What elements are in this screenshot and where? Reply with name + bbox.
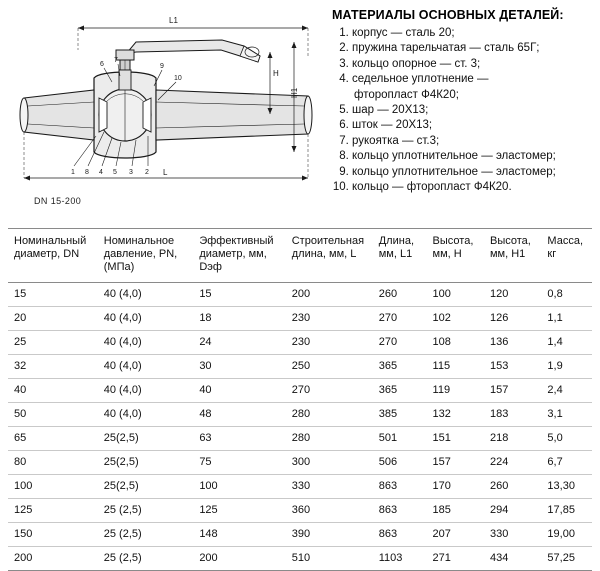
list-item [352,41,592,56]
cell-mass: 19,00 [541,523,592,547]
cell-deff: 48 [193,403,285,427]
cell-deff: 148 [193,523,285,547]
cell-l1: 260 [373,283,427,307]
cell-deff: 125 [193,499,285,523]
cell-dn: 100 [8,475,98,499]
cell-l: 230 [286,307,373,331]
cell-dn: 50 [8,403,98,427]
cell-dn: 25 [8,331,98,355]
cell-mass: 1,9 [541,355,592,379]
cell-l: 250 [286,355,373,379]
spec-table-wrap [8,228,592,571]
cell-dn: 40 [8,379,98,403]
list-item [352,165,592,180]
cell-h: 115 [427,355,484,379]
svg-text:3: 3 [129,169,133,176]
cell-l: 330 [286,475,373,499]
list-item [352,180,592,195]
table-header-row [8,229,592,283]
valve-drawing [8,6,326,218]
cell-mass: 3,1 [541,403,592,427]
svg-text:10: 10 [174,75,182,82]
column-header-pn: Номинальное давление, PN, (МПа) [98,229,194,283]
cell-l: 360 [286,499,373,523]
cell-l: 510 [286,547,373,571]
svg-text:9: 9 [160,63,164,70]
cell-h1: 330 [484,523,541,547]
cell-mass: 0,8 [541,283,592,307]
cell-deff: 75 [193,451,285,475]
table-row [8,499,592,523]
cell-mass: 13,30 [541,475,592,499]
list-item [352,72,592,103]
table-header [8,229,592,283]
spec-table [8,228,592,571]
cell-l1: 501 [373,427,427,451]
cell-dn: 32 [8,355,98,379]
material-text: корпус — сталь 20; [352,27,455,39]
cell-l: 270 [286,379,373,403]
material-text: кольцо — фторопласт Ф4К20. [352,181,512,194]
cell-deff: 63 [193,427,285,451]
table-body [8,283,592,571]
list-item [352,57,592,72]
cell-pn: 40 (4,0) [98,355,194,379]
list-item [352,118,592,133]
cell-deff: 100 [193,475,285,499]
cell-pn: 25 (2,5) [98,499,194,523]
cell-l1: 863 [373,475,427,499]
cell-pn: 40 (4,0) [98,283,194,307]
column-header-dn: Номинальный диаметр, DN [8,229,98,283]
svg-text:5: 5 [113,169,117,176]
cell-l1: 365 [373,379,427,403]
cell-pn: 40 (4,0) [98,403,194,427]
cell-h: 108 [427,331,484,355]
cell-l: 390 [286,523,373,547]
top-section [0,0,600,222]
svg-text:1: 1 [71,169,75,176]
cell-mass: 57,25 [541,547,592,571]
column-header-deff: Эффективный диаметр, мм, Dэф [193,229,285,283]
cell-dn: 65 [8,427,98,451]
materials-section [326,6,592,195]
cell-mass: 5,0 [541,427,592,451]
cell-mass: 1,1 [541,307,592,331]
cell-h: 132 [427,403,484,427]
table-row [8,451,592,475]
table-row [8,307,592,331]
cell-deff: 200 [193,547,285,571]
cell-dn: 20 [8,307,98,331]
cell-h: 151 [427,427,484,451]
cell-h: 157 [427,451,484,475]
cell-h1: 183 [484,403,541,427]
cell-l: 300 [286,451,373,475]
cell-l: 200 [286,283,373,307]
svg-text:L1: L1 [169,16,178,25]
material-text: шток — 20Х13; [352,119,433,132]
cell-h1: 434 [484,547,541,571]
table-row [8,523,592,547]
list-item [352,134,592,149]
cell-h1: 294 [484,499,541,523]
table-row [8,379,592,403]
material-text: рукоятка — ст.3; [352,134,440,147]
drawing-caption: DN 15-200 [34,196,82,206]
cell-l1: 385 [373,403,427,427]
cell-l: 280 [286,427,373,451]
material-text: кольцо уплотнительное — эластомер; [352,150,556,163]
cell-h1: 153 [484,355,541,379]
svg-text:H: H [273,69,279,78]
cell-h: 170 [427,475,484,499]
table-row [8,475,592,499]
cell-mass: 2,4 [541,379,592,403]
material-text: пружина тарельчатая — сталь 65Г; [352,42,540,55]
cell-l1: 365 [373,355,427,379]
svg-text:7: 7 [114,57,118,64]
table-row [8,403,592,427]
cell-deff: 24 [193,331,285,355]
cell-l1: 863 [373,499,427,523]
cell-l: 280 [286,403,373,427]
column-header-length-l: Строительная длина, мм, L [286,229,373,283]
cell-mass: 1,4 [541,331,592,355]
cell-deff: 40 [193,379,285,403]
cell-l: 230 [286,331,373,355]
cell-h1: 157 [484,379,541,403]
cell-mass: 17,85 [541,499,592,523]
cell-pn: 25 (2,5) [98,547,194,571]
cell-dn: 200 [8,547,98,571]
column-header-height-h1: Высота, мм, Н1 [484,229,541,283]
cell-pn: 40 (4,0) [98,379,194,403]
cell-pn: 40 (4,0) [98,307,194,331]
material-text: седельное уплотнение — [352,73,489,86]
material-text: кольцо опорное — ст. 3; [352,57,481,70]
cell-h1: 218 [484,427,541,451]
cell-mass: 6,7 [541,451,592,475]
svg-text:8: 8 [85,169,89,176]
cell-h: 207 [427,523,484,547]
cell-h1: 126 [484,307,541,331]
svg-text:H1: H1 [290,87,299,98]
cell-pn: 40 (4,0) [98,331,194,355]
table-row [8,427,592,451]
cell-pn: 25(2,5) [98,427,194,451]
cell-pn: 25 (2,5) [98,523,194,547]
table-row [8,547,592,571]
valve-drawing-svg [8,6,326,218]
table-row [8,331,592,355]
cell-l1: 270 [373,307,427,331]
svg-text:L: L [163,168,168,177]
material-text: шар — 20Х13; [352,104,429,117]
table-row [8,283,592,307]
cell-h: 119 [427,379,484,403]
column-header-height-h: Высота, мм, Н [427,229,484,283]
cell-deff: 15 [193,283,285,307]
list-item [352,26,592,41]
table-row [8,355,592,379]
material-text-cont: фторопласт Ф4К20; [354,88,459,101]
cell-l1: 270 [373,331,427,355]
cell-dn: 125 [8,499,98,523]
cell-deff: 30 [193,355,285,379]
list-item [352,103,592,118]
svg-text:2: 2 [145,169,149,176]
material-text: кольцо уплотнительное — эластомер; [352,165,556,178]
list-item [352,149,592,164]
cell-pn: 25(2,5) [98,451,194,475]
cell-dn: 15 [8,283,98,307]
cell-l1: 506 [373,451,427,475]
cell-h1: 224 [484,451,541,475]
cell-h1: 120 [484,283,541,307]
cell-h: 185 [427,499,484,523]
column-header-length-l1: Длина, мм, L1 [373,229,427,283]
cell-h: 100 [427,283,484,307]
svg-text:4: 4 [99,169,103,176]
cell-h: 271 [427,547,484,571]
cell-l1: 863 [373,523,427,547]
materials-title: МАТЕРИАЛЫ ОСНОВНЫХ ДЕТАЛЕЙ: [332,8,564,22]
cell-h: 102 [427,307,484,331]
cell-pn: 25(2,5) [98,475,194,499]
cell-dn: 150 [8,523,98,547]
column-header-mass: Масса, кг [541,229,592,283]
svg-text:6: 6 [100,61,104,68]
cell-dn: 80 [8,451,98,475]
cell-l1: 1103 [373,547,427,571]
cell-deff: 18 [193,307,285,331]
materials-list [332,26,592,195]
cell-h1: 136 [484,331,541,355]
cell-h1: 260 [484,475,541,499]
